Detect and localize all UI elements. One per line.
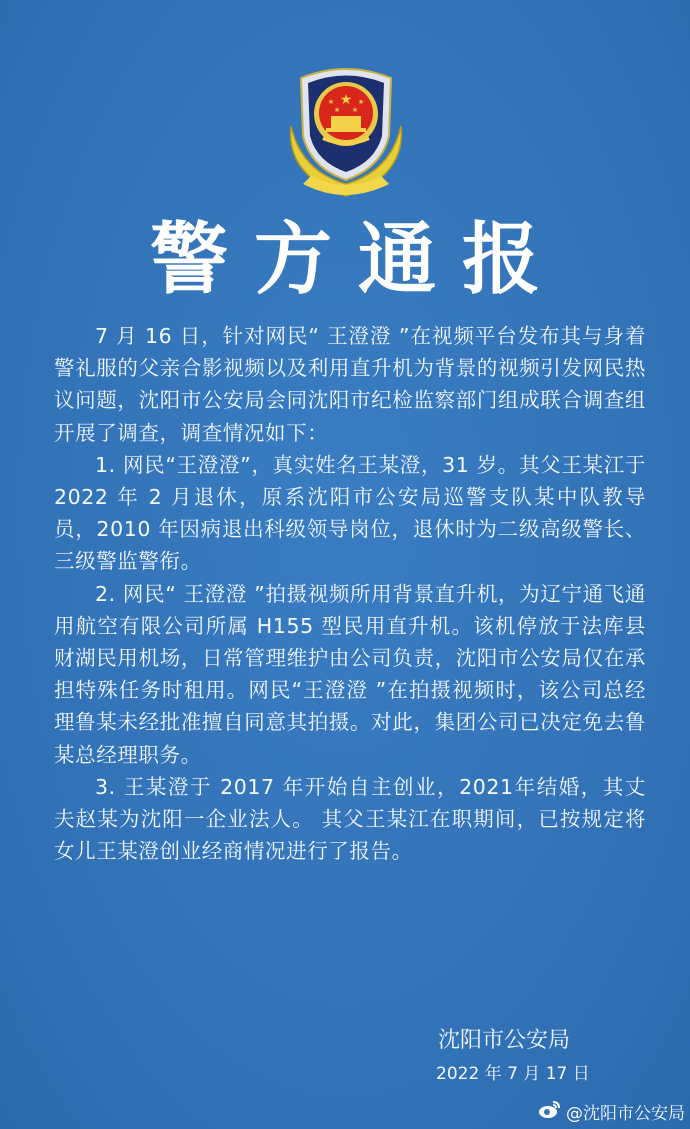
notice-body: [54, 320, 646, 867]
svg-text:★: ★: [351, 106, 359, 114]
svg-text:★: ★: [339, 92, 353, 108]
weibo-icon: [538, 1099, 562, 1124]
svg-text:★: ★: [357, 98, 365, 106]
issue-date: 2022 年 7 月 17 日: [436, 1064, 590, 1084]
intro-paragraph: 7 月 16 日，针对网民“ 王澄澄 ”在视频平台发布其与身着警礼服的父亲合影视频以及利用直升机为背景的视频引发网民热议问题，沈阳市公安局会同沈阳市纪检监察部门组成联合调查组开展了调查，调查情况如下：: [54, 324, 646, 445]
weibo-watermark: [538, 1099, 685, 1124]
item-paragraph-3: 3. 王某澄于 2017 年开始自主创业，2021年结婚，其丈夫赵某为沈阳一企业法人。 其父王某江在职期间，已按规定将女儿王某澄创业经商情况进行了报告。: [54, 774, 646, 864]
page-title: 警方通报: [149, 214, 566, 305]
svg-text:★: ★: [327, 98, 335, 106]
item-paragraph-1: 1. 网民“王澄澄”，真实姓名王某澄，31 岁。其父王某江于 2022 年 2 月退休，原系沈阳市公安局巡警支队某中队教导员，2010 年因病退出科级领导岗位，退休时为二级高级警长、三级警监警衔。: [54, 452, 646, 574]
weibo-handle: @沈阳市公安局: [566, 1104, 685, 1124]
item-paragraph-2: 2. 网民“ 王澄澄 ”拍摄视频所用背景直升机，为辽宁通飞通用航空有限公司所属 H155 型民用直升机。该机停放于法库县财湖民用机场，日常管理维护由公司负责，沈阳市公安局仅在承担特殊任务时租用。网民“王澄澄 ”在拍摄视频时，该公司总经理鲁某未经批准擅自同意其拍摄。对此，集团公司已决定免去鲁某总经理职务。: [54, 581, 646, 767]
svg-text:★: ★: [333, 106, 341, 114]
police-emblem-icon: [281, 56, 411, 202]
signature: 沈阳市公安局: [438, 1028, 571, 1053]
